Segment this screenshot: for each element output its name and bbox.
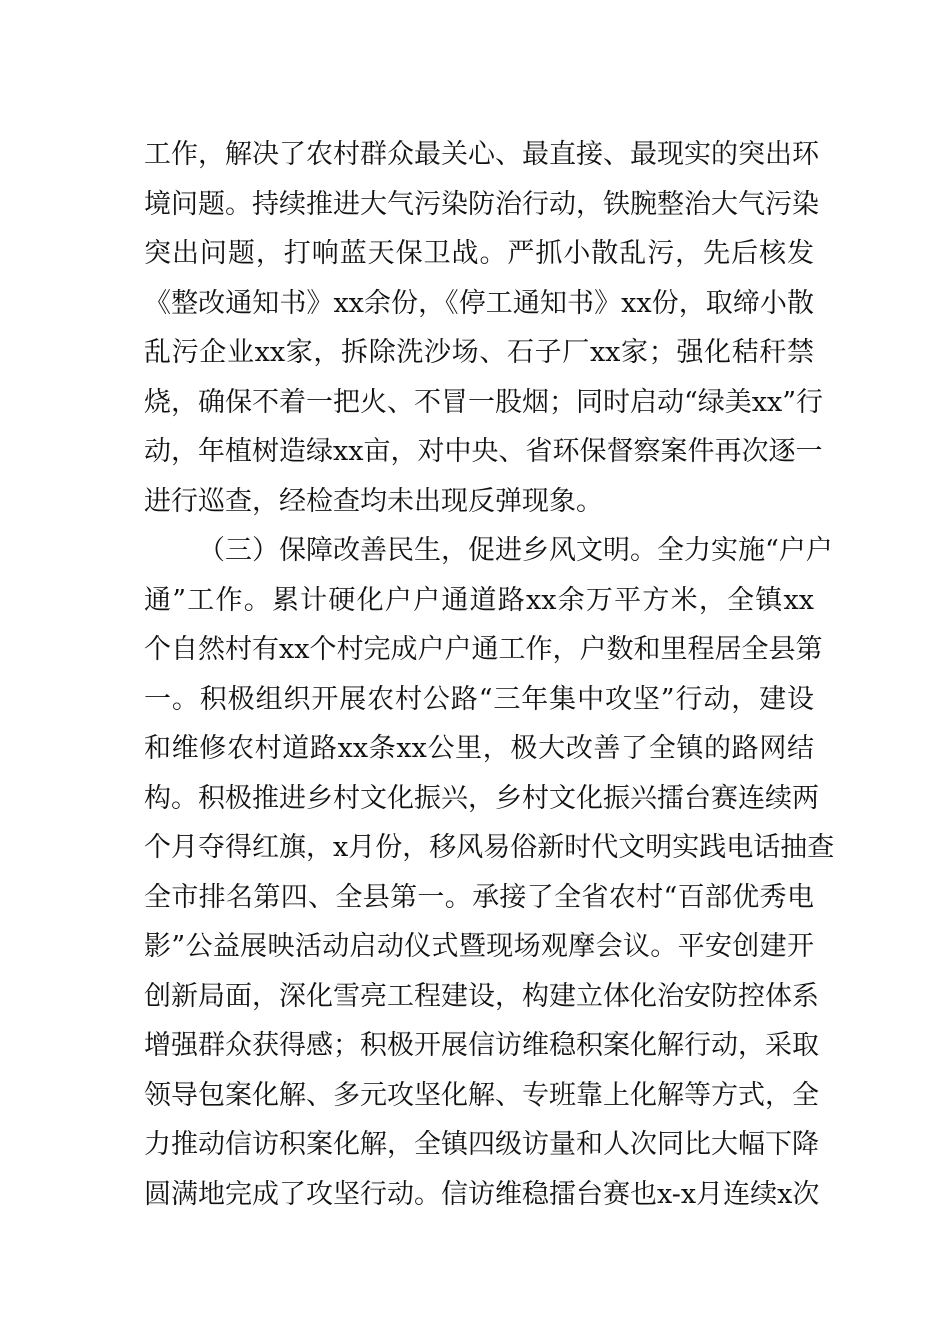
paragraph-line: 一。积极组织开展农村公路“三年集中攻坚”行动，建设: [144, 683, 814, 715]
paragraph-line: 进行巡查，经检查均未出现反弹现象。: [144, 485, 603, 517]
paragraph-line: 乱污企业xx家，拆除洗沙场、石子厂xx家；强化秸秆禁: [144, 337, 814, 368]
paragraph-line: 力推动信访积案化解，全镇四级访量和人次同比大幅下降: [144, 1129, 819, 1160]
paragraph-livelihood: [144, 526, 835, 1219]
paragraph-line: 影”公益展映活动启动仪式暨现场观摩会议。平安创建开: [144, 931, 814, 962]
paragraph-line: 工作，解决了农村群众最关心、最直接、最现实的突出环: [144, 139, 819, 170]
paragraph-heading-line: （三）保障改善民生，促进乡风文明。全力实施“户户: [198, 535, 833, 566]
paragraph-line: 动，年植树造绿xx亩，对中央、省环保督察案件再次逐一: [144, 436, 823, 467]
paragraph-line: 创新局面，深化雪亮工程建设，构建立体化治安防控体系: [144, 980, 819, 1012]
paragraph-line: 突出问题，打响蓝天保卫战。严抓小散乱污，先后核发: [144, 238, 814, 269]
paragraph-line: 境问题。持续推进大气污染防治行动，铁腕整治大气污染: [144, 188, 819, 220]
paragraph-line: 增强群众获得感；积极开展信访维稳积案化解行动，采取: [144, 1030, 819, 1061]
paragraph-line: 圆满地完成了攻坚行动。信访维稳擂台赛也x-x月连续x次: [144, 1178, 820, 1210]
paragraph-line: 和维修农村道路xx条xx公里，极大改善了全镇的路网结: [144, 733, 814, 764]
paragraph-line: 领导包案化解、多元攻坚化解、专班靠上化解等方式，全: [144, 1079, 819, 1111]
paragraph-line: 《整改通知书》xx余份，《停工通知书》xx份，取缔小散: [144, 287, 814, 319]
paragraph-line: 构。积极推进乡村文化振兴，乡村文化振兴擂台赛连续两: [144, 782, 819, 814]
document-body: [144, 130, 835, 1219]
paragraph-line: 烧，确保不着一把火、不冒一股烟；同时启动“绿美xx”行: [144, 386, 824, 418]
paragraph-line: 通”工作。累计硬化户户通道路xx余万平方米，全镇xx: [144, 584, 814, 616]
paragraph-environment: [144, 130, 824, 526]
paragraph-line: 个月夺得红旗，x月份，移风易俗新时代文明实践电话抽查: [144, 832, 835, 863]
paragraph-line: 个自然村有xx个村完成户户通工作，户数和里程居全县第: [144, 634, 823, 665]
paragraph-line: 全市排名第四、全县第一。承接了全省农村“百部优秀电: [144, 881, 814, 913]
